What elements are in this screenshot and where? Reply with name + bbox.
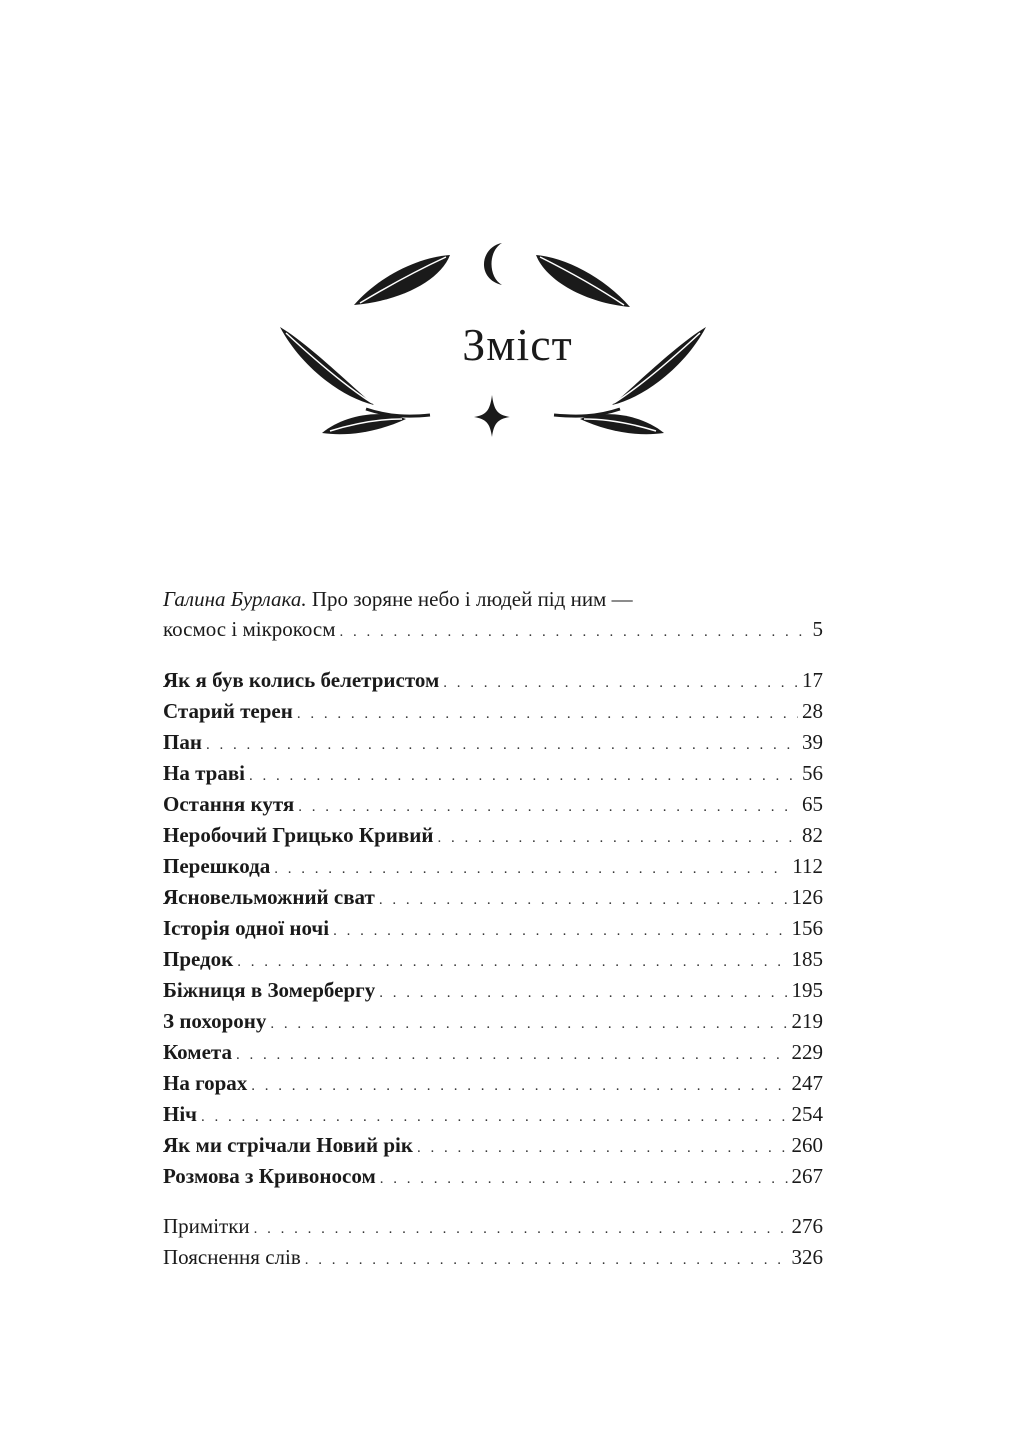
entry-title: Комета — [163, 1040, 232, 1064]
intro-author: Галина Бурлака. — [163, 587, 307, 611]
intro-entry-line1[interactable] — [163, 584, 823, 614]
entry-page-number: 247 — [791, 1071, 823, 1095]
entry-page-number: 28 — [802, 699, 823, 723]
entry-page-number: 260 — [791, 1133, 823, 1157]
toc-story-entry[interactable] — [163, 820, 823, 851]
leader-dots — [254, 1214, 788, 1245]
leader-dots — [237, 947, 787, 978]
intro-title-part1: Про зоряне небо і людей під ним — — [306, 587, 633, 611]
leader-dots — [380, 1164, 788, 1195]
entry-page-number: 267 — [791, 1164, 823, 1188]
leader-dots — [298, 792, 798, 823]
leader-dots — [443, 668, 798, 699]
leader-dots — [297, 699, 798, 730]
leader-dots — [251, 1071, 787, 1102]
leader-dots — [437, 823, 798, 854]
toc-appendix-entry[interactable] — [163, 1211, 823, 1242]
entry-page-number: 326 — [791, 1245, 823, 1269]
leader-dots — [417, 1133, 788, 1164]
entry-page-number: 219 — [791, 1009, 823, 1033]
toc-story-entry[interactable] — [163, 975, 823, 1006]
leader-dots — [379, 885, 788, 916]
toc-story-entry[interactable] — [163, 1068, 823, 1099]
toc-story-entry[interactable] — [163, 1006, 823, 1037]
toc-story-entry[interactable] — [163, 1037, 823, 1068]
entry-page-number: 56 — [802, 761, 823, 785]
entry-title: Ясновельможний сват — [163, 885, 375, 909]
entry-page-number: 156 — [791, 916, 823, 940]
intro-title-part2: космос і мікрокосм — [163, 617, 336, 641]
toc-story-entry[interactable] — [163, 696, 823, 727]
entry-title: На траві — [163, 761, 246, 785]
leader-dots — [236, 1040, 788, 1071]
entry-title: Неробочий Грицько Кривий — [163, 823, 434, 847]
entry-page-number: 112 — [792, 854, 823, 878]
entry-title: Як ми стрічали Новий рік — [163, 1133, 413, 1157]
entry-page-number: 195 — [791, 978, 823, 1002]
leader-dots — [333, 916, 787, 947]
entry-page-number: 39 — [802, 730, 823, 754]
leaf-upper-left-icon — [354, 255, 450, 305]
entry-title: Ніч — [163, 1102, 198, 1126]
entry-title: Примітки — [163, 1214, 250, 1238]
crescent-moon-icon — [484, 243, 502, 285]
entry-title: Старий терен — [163, 699, 293, 723]
entry-page-number: 65 — [802, 792, 823, 816]
toc-story-entry[interactable] — [163, 1099, 823, 1130]
leader-dots — [340, 617, 809, 648]
toc-story-entry[interactable] — [163, 758, 823, 789]
entry-page-number: 17 — [802, 668, 823, 692]
appendix-list — [163, 1211, 823, 1273]
leader-dots — [305, 1245, 788, 1276]
leader-dots — [274, 854, 788, 885]
entry-title: Біжниця в Зомербергу — [163, 978, 376, 1002]
entry-page-number: 82 — [802, 823, 823, 847]
leader-dots — [379, 978, 787, 1009]
entry-title: Перешкода — [163, 854, 271, 878]
entry-page-number: 254 — [791, 1102, 823, 1126]
entry-page-number: 185 — [791, 947, 823, 971]
page-title: Зміст — [462, 319, 573, 370]
entry-title: Як я був колись белетристом — [163, 668, 440, 692]
toc-story-entry[interactable] — [163, 944, 823, 975]
entry-title: Остання кутя — [163, 792, 295, 816]
entry-title: Пан — [163, 730, 202, 754]
leader-dots — [201, 1102, 787, 1133]
toc-story-entry[interactable] — [163, 727, 823, 758]
entry-page-number: 126 — [791, 885, 823, 909]
stories-list — [163, 665, 823, 1192]
entry-page-number: 276 — [791, 1214, 823, 1238]
toc-appendix-entry[interactable] — [163, 1242, 823, 1273]
toc-story-entry[interactable] — [163, 789, 823, 820]
toc-story-entry[interactable] — [163, 882, 823, 913]
leader-dots — [206, 730, 798, 761]
table-of-contents — [163, 584, 823, 1273]
toc-story-entry[interactable] — [163, 1161, 823, 1192]
entry-title: З похорону — [163, 1009, 267, 1033]
entry-title: Історія одної ночі — [163, 916, 330, 940]
entry-title: Предок — [163, 947, 234, 971]
entry-title: На горах — [163, 1071, 248, 1095]
leader-dots — [270, 1009, 787, 1040]
intro-page-number: 5 — [812, 617, 823, 641]
leader-dots — [249, 761, 798, 792]
toc-story-entry[interactable] — [163, 913, 823, 944]
intro-entry-line2[interactable] — [163, 614, 823, 645]
entry-title: Розмова з Кривоносом — [163, 1164, 376, 1188]
toc-story-entry[interactable] — [163, 1130, 823, 1161]
entry-title: Пояснення слів — [163, 1245, 301, 1269]
toc-story-entry[interactable] — [163, 665, 823, 696]
toc-story-entry[interactable] — [163, 851, 823, 882]
four-point-star-icon — [474, 395, 510, 437]
leaf-upper-right-icon — [536, 255, 630, 307]
entry-page-number: 229 — [791, 1040, 823, 1064]
